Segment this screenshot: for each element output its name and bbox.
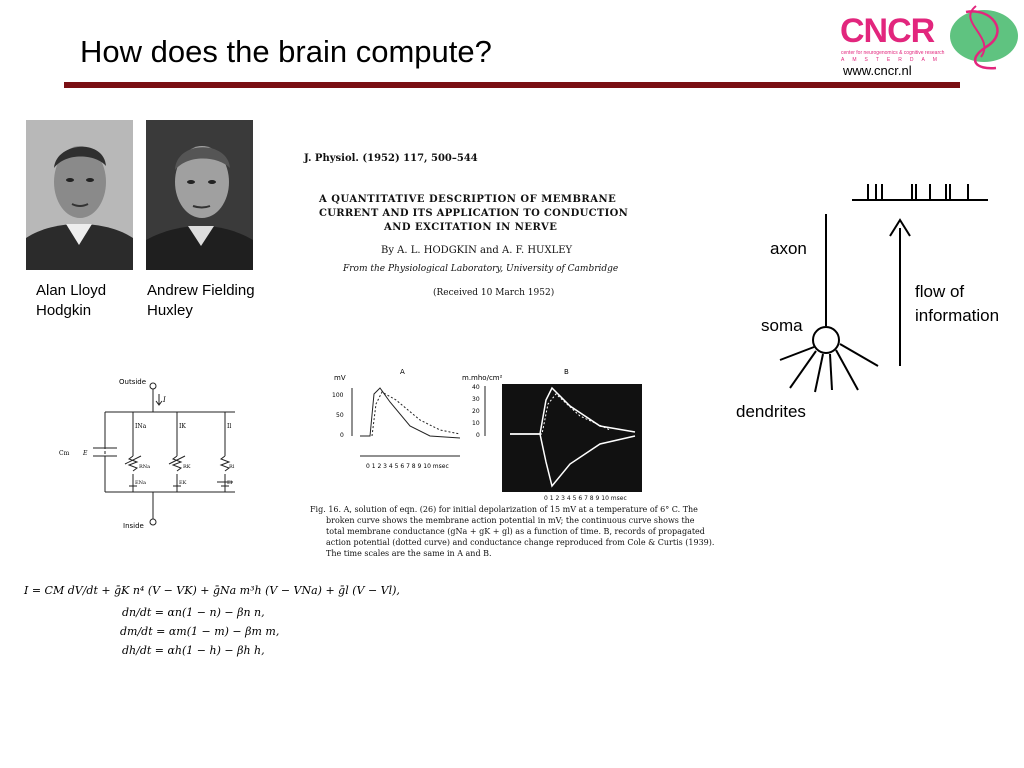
- figure-caption-line1: Fig. 16. A, solution of eqn. (26) for initial depolarization of 15 mV at a temperature of 6° C. The: [310, 505, 698, 514]
- caption-hodgkin-line1: Alan Lloyd: [36, 282, 107, 299]
- mv-tick-50: 50: [336, 412, 344, 419]
- logo-swirl-icon: [936, 2, 1022, 72]
- caption-huxley-line2: Huxley: [147, 302, 193, 319]
- panel-b-time-axis: 0 1 2 3 4 5 6 7 8 9 10 msec: [544, 495, 627, 500]
- panel-a-cond-unit: m.mho/cm²: [462, 374, 503, 382]
- logo-subtitle: center for neurogenomics & cognitive research: [841, 50, 945, 56]
- circuit-ek-label: EK: [179, 480, 187, 486]
- circuit-ik-label: IK: [179, 423, 186, 430]
- circuit-rl-label: Rl: [229, 464, 235, 470]
- cond-tick-10: 10: [472, 420, 480, 427]
- panel-b-label: B: [564, 368, 569, 376]
- circuit-ina-label: INa: [135, 423, 147, 430]
- slide-title: How does the brain compute?: [80, 34, 492, 69]
- caption-huxley-line1: Andrew Fielding: [147, 282, 255, 299]
- mv-tick-100: 100: [332, 392, 344, 399]
- panel-a-time-axis: 0 1 2 3 4 5 6 7 8 9 10 msec: [366, 463, 449, 470]
- circuit-e-label: E: [83, 450, 88, 457]
- figure-caption-line3: total membrane conductance (gNa + gK + gl) as a function of time. B, records of propagated: [326, 527, 705, 536]
- caption-hodgkin-line2: Hodgkin: [36, 302, 92, 319]
- axon-label: axon: [770, 239, 807, 258]
- equation-membrane-current: I = CM dV/dt + ḡK n⁴ (V − VK) + ḡNa m³h (V − VNa) + ḡl (V − Vl),: [24, 584, 400, 597]
- cond-tick-20: 20: [472, 408, 480, 415]
- paper-title-line1: A QUANTITATIVE DESCRIPTION OF MEMBRANE: [319, 194, 617, 205]
- flow-label-line1: flow of: [915, 282, 965, 301]
- soma-label: soma: [761, 316, 803, 335]
- panel-a-label: A: [400, 368, 405, 376]
- website-link[interactable]: www.cncr.nl: [843, 63, 912, 78]
- cond-tick-40: 40: [472, 384, 480, 391]
- circuit-il-label: Il: [227, 423, 232, 430]
- portrait-huxley: [146, 120, 253, 270]
- figure-caption-line2: broken curve shows the membrane action potential in mV; the continuous curve shows the: [326, 516, 695, 525]
- equation-h-gate: dh/dt = αh(1 − h) − βh h,: [122, 644, 265, 657]
- circuit-cm-label: Cm: [59, 450, 70, 457]
- panel-a-unit: mV: [334, 374, 346, 382]
- cond-tick-0: 0: [476, 432, 480, 439]
- paper-affiliation: From the Physiological Laboratory, University of Cambridge: [343, 264, 619, 274]
- mv-tick-0: 0: [340, 432, 344, 439]
- soma-circle: [813, 327, 839, 353]
- circuit-inside-label: Inside: [123, 522, 144, 530]
- circuit-current-label: I: [163, 396, 166, 404]
- logo-city: AMSTERDAM: [841, 57, 945, 63]
- flow-label-line2: information: [915, 306, 1000, 325]
- circuit-ena-label: ENa: [135, 480, 147, 486]
- caption-huxley: [147, 281, 255, 321]
- dendrites-label: dendrites: [736, 402, 806, 421]
- paper-title-line3: AND EXCITATION IN NERVE: [384, 222, 558, 233]
- cond-tick-30: 30: [472, 396, 480, 403]
- equation-m-gate: dm/dt = αm(1 − m) − βm m,: [120, 625, 280, 638]
- caption-hodgkin: [36, 281, 106, 321]
- circuit-el-label: El: [227, 480, 233, 486]
- portrait-hodgkin: [26, 120, 133, 270]
- paper-citation: J. Physiol. (1952) 117, 500–544: [304, 153, 478, 164]
- membrane-circuit-diagram: [55, 372, 245, 532]
- logo-wordmark: CNCR: [840, 12, 935, 50]
- paper-title-line2: CURRENT AND ITS APPLICATION TO CONDUCTION: [319, 208, 629, 219]
- title-divider: [64, 82, 960, 88]
- circuit-outside-label: Outside: [119, 378, 147, 386]
- circuit-rna-label: RNa: [139, 464, 151, 470]
- equation-n-gate: dn/dt = αn(1 − n) − βn n,: [122, 606, 265, 619]
- figure-caption-line4: action potential (dotted curve) and conductance change reproduced from Cole & Curtis (1939).: [326, 538, 715, 547]
- paper-received: (Received 10 March 1952): [433, 288, 555, 298]
- paper-authors: By A. L. HODGKIN and A. F. HUXLEY: [381, 245, 573, 256]
- action-potential-figure: [330, 364, 660, 500]
- figure-caption-line5: The time scales are the same in A and B.: [326, 549, 492, 558]
- circuit-rk-label: RK: [183, 464, 191, 470]
